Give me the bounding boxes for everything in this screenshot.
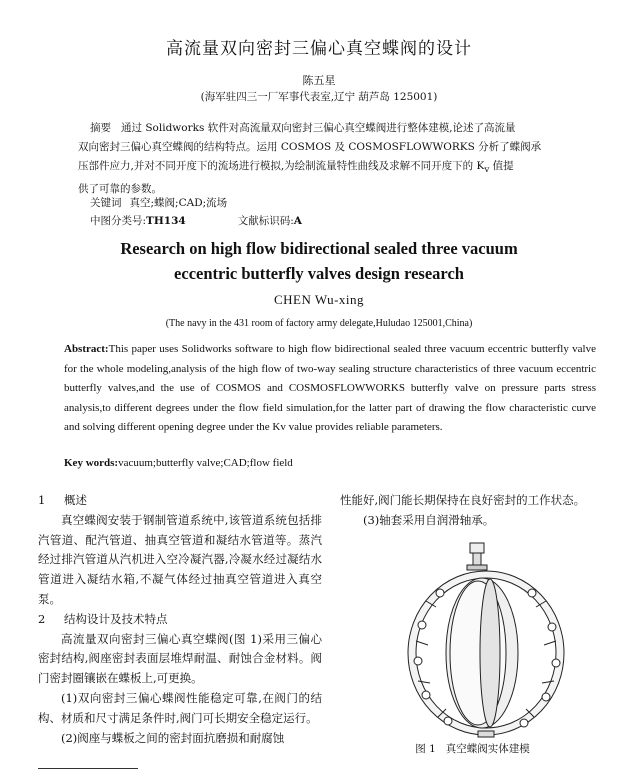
list-item-3: (3)轴套采用自润滑轴承。: [363, 512, 495, 527]
figure-caption: 图 1 真空蝶阀实体建模: [415, 743, 530, 755]
chinese-abstract-line1: 摘要 通过 Solidworks 软件对高流量双向密封三偏心真空蝶阀进行整体建模,论述了高流量: [90, 122, 516, 134]
doc-code-value: A: [293, 215, 302, 227]
chinese-keywords-label: 关键词: [90, 197, 122, 209]
english-keywords-label: Key words:: [64, 457, 119, 469]
chinese-keywords: 关键词 真空;蝶阀;CAD;流场: [90, 197, 228, 209]
chinese-abstract-line3: 压部件应力,并对不同开度下的流场进行模拟,为绘制流量特性曲线及求解不同开度下的 $K_v$ 值提: [78, 160, 514, 176]
list-item-2: (2)阀座与蝶板之间的密封面抗磨损和耐腐蚀: [61, 730, 285, 745]
chinese-abstract-line2: 双向密封三偏心真空蝶阀的结构特点。运用 COSMOS 及 COSMOSFLOWWORKS 分析了蝶阀承: [78, 141, 542, 153]
english-title: Research on high flow bidirectional sealed three vacuum eccentric butterfly valves design research: [120, 239, 518, 283]
english-author: CHEN Wu-xing: [273, 292, 365, 307]
section-1-heading: 1 概述: [38, 493, 87, 507]
clc-value: TH134: [146, 215, 186, 227]
chinese-abstract-label: 摘要: [90, 122, 111, 134]
english-abstract-label: Abstract:: [64, 343, 109, 355]
english-keywords: Key words:vacuum;butterfly valve;CAD;flow field: [64, 457, 293, 469]
chinese-title: 高流量双向密封三偏心真空蝶阀的设计: [166, 39, 472, 59]
footnote-rule: [38, 768, 138, 769]
butterfly-valve-figure: [396, 541, 576, 738]
english-affiliation: (The navy in the 431 room of factory army delegate,Huludao 125001,China): [165, 318, 473, 329]
section-2-heading: 2 结构设计及技术特点: [38, 611, 168, 626]
list-item-1: (1)双向密封三偏心蝶阀性能稳定可靠,在阀门的结构、材质和尺寸满足条件时,阀门可长期安全稳定运行。: [38, 690, 322, 725]
chinese-affiliation: (海军驻四三一厂军事代表室,辽宁 葫芦岛 125001): [200, 91, 438, 103]
body-left-column: [38, 491, 322, 748]
section-2-paragraph: 高流量双向密封三偏心真空蝶阀(图 1)采用三偏心密封结构,阀座密封表面层堆焊耐温、耐蚀合金材料。阀门密封圈镶嵌在蝶板上,可更换。: [38, 631, 322, 686]
classification-line: 中图分类号:TH134 文献标识码:A: [90, 215, 302, 227]
section-1-paragraph: 真空蝶阀安装于钢制管道系统中,该管道系统包括排汽管道、配汽管道、抽真空管道和凝结水管道等。蒸汽经过排汽管道从汽机进入空冷凝汽器,冷凝水经过凝结水管道进入凝结水箱,不凝气体经过抽真空管道进入真空泵。: [38, 512, 322, 606]
chinese-abstract: [78, 119, 598, 199]
english-abstract: Abstract:This paper uses Solidworks software to high flow bidirectional sealed three vacuum eccentric butterfly valve for the whole modeling,analysis of the high flow of two-way sealing structure characteristics of three vacuum eccentric butterfly valves,and the use of COSMOS and COSMOSFLOWWORKS butterfly valve on pressure parts stress analysis,to different degrees under the flow field simulation,for the latter part of drawing the flow characteristic curve and solving different opening degree under the Kv value provides reliable parameters.: [64, 343, 596, 433]
body-right-column: [340, 491, 605, 531]
chinese-author: 陈五星: [302, 74, 336, 87]
chinese-abstract-line4: 供了可靠的参数。: [78, 183, 162, 196]
list-item-2-continued: 性能好,阀门能长期保持在良好密封的工作状态。: [340, 493, 586, 507]
